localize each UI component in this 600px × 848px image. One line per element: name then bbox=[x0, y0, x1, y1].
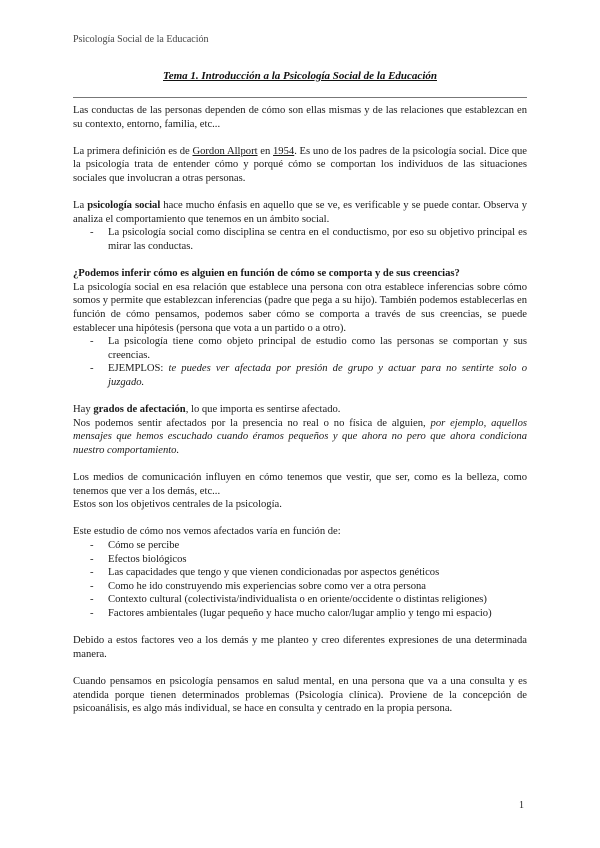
list-item: - La psicología social como disciplina se centra en el conductismo, por eso su objetivo principal es mirar las conductas. bbox=[73, 226, 527, 253]
paragraph-definition: La primera definición es de Gordon Allport en 1954. Es uno de los padres de la psicología social. Dice que la psicología trata de entender cómo y porqué cómo se comportan los individuos de las situaciones sociales que involucran a otras personas. bbox=[73, 145, 528, 184]
list-item: - Las capacidades que tengo y que vienen condicionadas por aspectos genéticos bbox=[73, 566, 527, 580]
list-item: - Cómo se percibe bbox=[73, 539, 527, 553]
page-header: Psicología Social de la Educación bbox=[73, 34, 209, 45]
paragraph-intro: Las conductas de las personas dependen de cómo son ellas mismas y de las relaciones que establezcan en su contexto, entorno, familia, etc... bbox=[73, 105, 527, 130]
page-number: 1 bbox=[519, 800, 524, 811]
paragraph-media: Los medios de comunicación influyen en cómo tenemos que vestir, que ser, como es la belleza, como tenemos que ver a los demás, etc... bbox=[73, 472, 527, 497]
paragraph-mental-health: Cuando pensamos en psicología pensamos en salud mental, en una persona que va a una consulta y es atendida porque tienen determinados problemas (Psicología clínica). Proviene de la concepción de psicoanálisis, es algo más individual, se hace en consulta y centrado en la propia persona. bbox=[73, 675, 527, 715]
question-heading: ¿Podemos inferir cómo es alguien en función de cómo se comporta y de sus creencias? bbox=[73, 268, 460, 280]
paragraph-factors-conclusion: Debido a estos factores veo a los demás y me planteo y creo diferentes expresiones de una determinada manera. bbox=[73, 635, 527, 660]
list-item: - La psicología tiene como objeto principal de estudio como las personas se comportan y sus creencias. bbox=[73, 335, 527, 362]
bullet-list-inferences bbox=[73, 335, 527, 389]
title-divider bbox=[73, 97, 527, 98]
bullet-list-factors bbox=[73, 539, 527, 621]
list-item: - EJEMPLOS: te puedes ver afectada por presión de grupo y actuar para no sentirte solo o juzgado. bbox=[73, 362, 527, 389]
paragraph-study: Este estudio de cómo nos vemos afectados varía en función de: bbox=[73, 526, 341, 538]
definition-year: 1954 bbox=[273, 145, 295, 157]
paragraph-social-psychology: La psicología social hace mucho énfasis en aquello que se ve, es verificable y se puede contar. Observa y analiza el comportamiento que tenemos en un ámbito social. bbox=[73, 200, 527, 225]
term-affectation: grados de afectación bbox=[93, 404, 186, 416]
list-item: - Contexto cultural (colectivista/individualista o en oriente/occidente o distintas religiones) bbox=[73, 593, 527, 607]
paragraph-inferences: La psicología social en esa relación que establece una persona con otra establece inferencias sobre cómo somos y permite que establezcan inferencias (padre que pega a su hijo). También podemos establecerlas en función de cómo pensamos, podemos saber cómo se comporta a través de sus creencias, se puede establecer una hipótesis (persona que vota a un partido o a otro). bbox=[73, 281, 527, 334]
paragraph-affectation: Hay grados de afectación, lo que importa es sentirse afectado. bbox=[73, 404, 341, 416]
list-item: - Factores ambientales (lugar pequeño y hace mucho calor/lugar amplio y tengo mi espacio) bbox=[73, 607, 527, 621]
list-item: - Efectos biológicos bbox=[73, 553, 527, 567]
author-name: Gordon Allport bbox=[192, 145, 258, 157]
page-title: Tema 1. Introducción a la Psicología Social de la Educación bbox=[163, 70, 437, 82]
list-item: - Como he ido construyendo mis experiencias sobre como ver a otra persona bbox=[73, 580, 527, 594]
paragraph-affectation-example: Nos podemos sentir afectados por la presencia no real o no física de alguien, por ejemplo, aquellos mensajes que hemos escuchado cuando éramos pequeños y que ahora no pero que ahora condiciona nuestro comportamiento. bbox=[73, 417, 527, 456]
term-social-psychology: psicología social bbox=[87, 200, 161, 212]
paragraph-objectives: Estos son los objetivos centrales de la psicología. bbox=[73, 499, 282, 511]
bullet-list-conductism bbox=[73, 226, 527, 253]
document-body bbox=[73, 104, 527, 716]
